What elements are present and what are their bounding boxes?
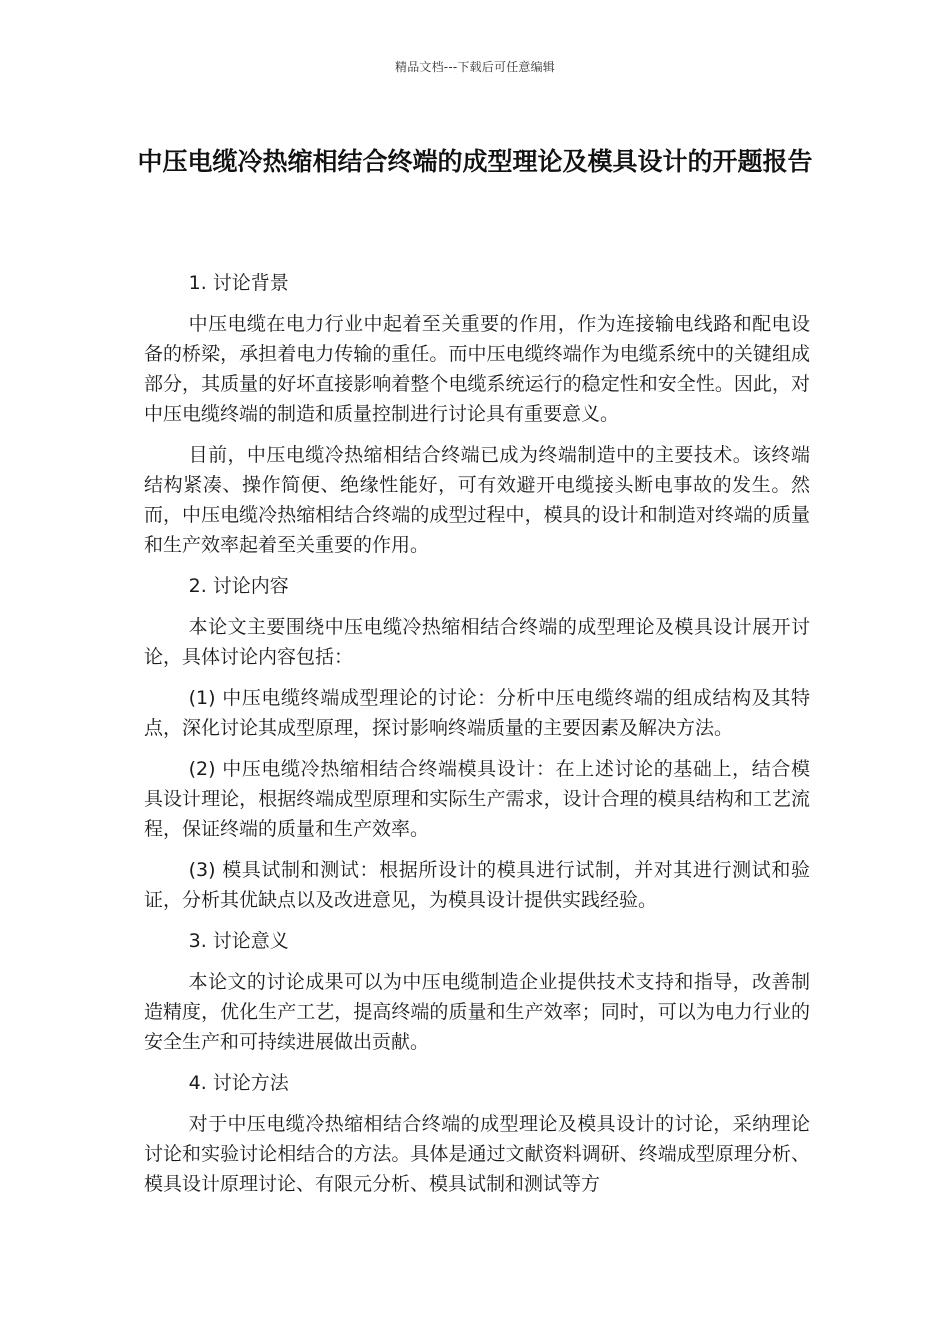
body-paragraph: 中压电缆在电力行业中起着至关重要的作用，作为连接输电线路和配电设备的桥梁，承担着电力传输的重任。而中压电缆终端作为电缆系统中的关键组成部分，其质量的好坏直接影响着整个电缆系统运行的稳定性和安全性。因此，对中压电缆终端的制造和质量控制进行讨论具有重要意义。	[144, 313, 810, 425]
section-heading: 2. 讨论内容	[188, 575, 289, 597]
body-paragraph: 本论文的讨论成果可以为中压电缆制造企业提供技术支持和指导，改善制造精度，优化生产工艺，提高终端的质量和生产效率；同时，可以为电力行业的安全生产和可持续进展做出贡献。	[144, 971, 810, 1053]
header-note: 精品文档---下载后可任意编辑	[395, 60, 555, 74]
body-paragraph: 本论文主要围绕中压电缆冷热缩相结合终端的成型理论及模具设计展开讨论，具体讨论内容包括：	[144, 616, 810, 668]
section-heading: 1. 讨论背景	[188, 272, 289, 294]
body-paragraph: 对于中压电缆冷热缩相结合终端的成型理论及模具设计的讨论，采纳理论讨论和实验讨论相结合的方法。具体是通过文献资料调研、终端成型原理分析、模具设计原理讨论、有限元分析、模具试制和测试等方	[144, 1113, 810, 1195]
section-heading: 4. 讨论方法	[188, 1072, 289, 1094]
section-heading: 3. 讨论意义	[188, 930, 289, 952]
list-item-paragraph: (1) 中压电缆终端成型理论的讨论：分析中压电缆终端的组成结构及其特点，深化讨论其成型原理，探讨影响终端质量的主要因素及解决方法。	[144, 687, 810, 739]
list-item-paragraph: (3) 模具试制和测试：根据所设计的模具进行试制，并对其进行测试和验证，分析其优缺点以及改进意见，为模具设计提供实践经验。	[144, 859, 810, 911]
body-paragraph: 目前，中压电缆冷热缩相结合终端已成为终端制造中的主要技术。该终端结构紧凑、操作简便、绝缘性能好，可有效避开电缆接头断电事故的发生。然而，中压电缆冷热缩相结合终端的成型过程中，模具的设计和制造对终端的质量和生产效率起着至关重要的作用。	[144, 444, 810, 556]
document-title: 中压电缆冷热缩相结合终端的成型理论及模具设计的开题报告	[137, 147, 813, 176]
document-body	[144, 268, 810, 1210]
list-item-paragraph: (2) 中压电缆冷热缩相结合终端模具设计：在上述讨论的基础上，结合模具设计理论，根据终端成型原理和实际生产需求，设计合理的模具结构和工艺流程，保证终端的质量和生产效率。	[144, 758, 810, 840]
